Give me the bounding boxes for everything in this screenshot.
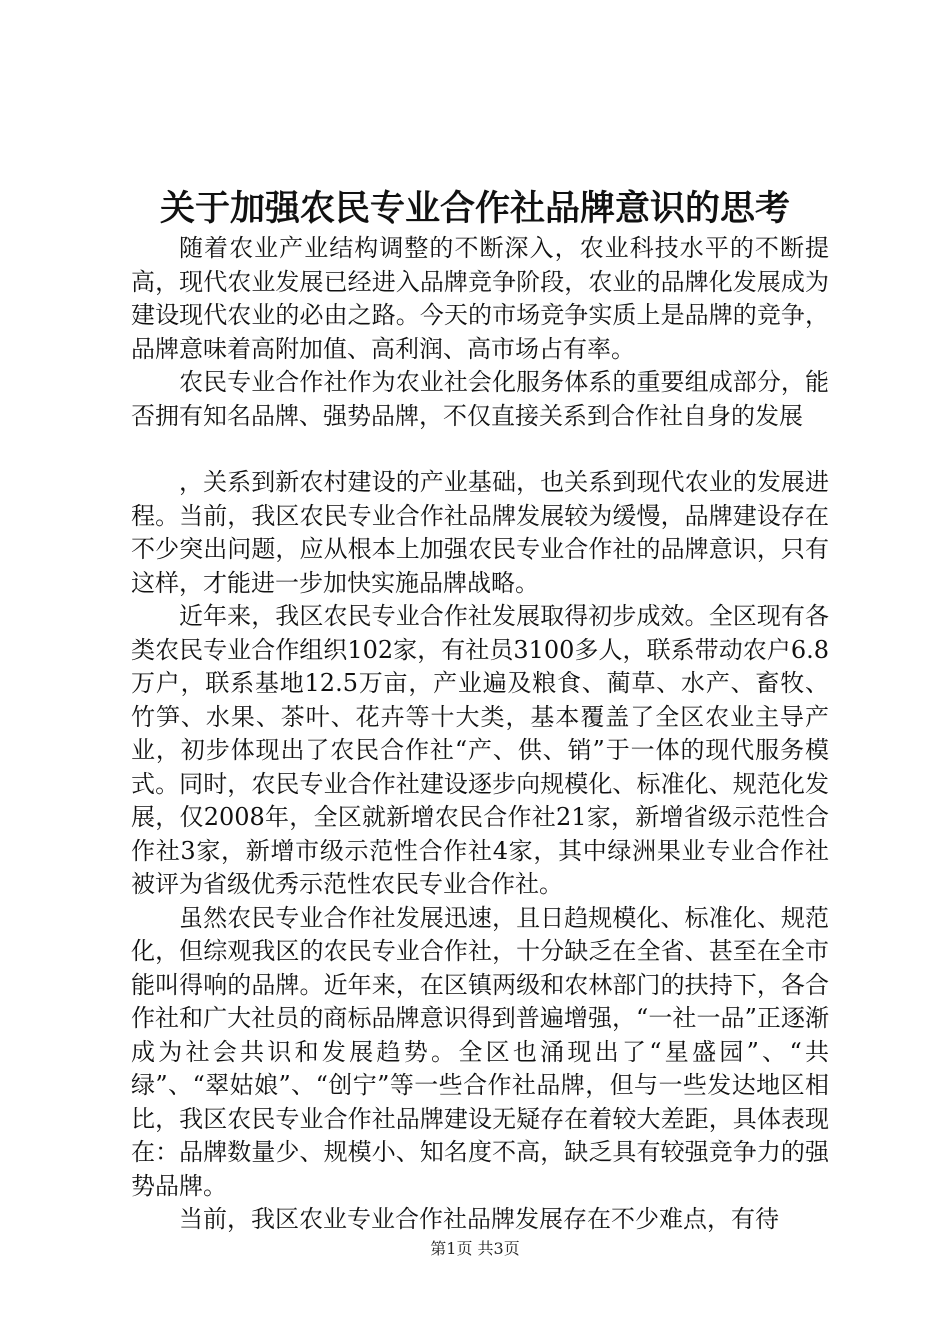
document-body (131, 232, 829, 1237)
paragraph-1: 随着农业产业结构调整的不断深入，农业科技水平的不断提高，现代农业发展已经进入品牌竞争阶段，农业的品牌化发展成为建设现代农业的必由之路。今天的市场竞争实质上是品牌的竞争，品牌意味着高附加值、高利润、高市场占有率。 (131, 234, 829, 363)
paragraph-gap (131, 433, 829, 466)
paragraph-5: 虽然农民专业合作社发展迅速，且日趋规模化、标准化、规范化，但综观我区的农民专业合作社，十分缺乏在全省、甚至在全市能叫得响的品牌。近年来，在区镇两级和农林部门的扶持下，各合作社和广大社员的商标品牌意识得到普遍增强，“一社一品”正逐渐成为社会共识和发展趋势。全区也涌现出了“星盛园”、“共绿”、“翠姑娘”、“创宁”等一些合作社品牌，但与一些发达地区相比，我区农民专业合作社品牌建设无疑存在着较大差距，具体表现在：品牌数量少、规模小、知名度不高，缺乏具有较强竞争力的强势品牌。 (131, 903, 829, 1200)
page-footer: 第1页 共3页 (430, 1239, 520, 1258)
document-title: 关于加强农民专业合作社品牌意识的思考 (159, 188, 790, 229)
paragraph-2: 农民专业合作社作为农业社会化服务体系的重要组成部分，能否拥有知名品牌、强势品牌，不仅直接关系到合作社自身的发展 (131, 368, 829, 430)
paragraph-3: ，关系到新农村建设的产业基础，也关系到现代农业的发展进程。当前，我区农民专业合作社品牌发展较为缓慢，品牌建设存在不少突出问题，应从根本上加强农民专业合作社的品牌意识，只有这样，才能进一步加快实施品牌战略。 (131, 468, 829, 597)
paragraph-6: 当前，我区农业专业合作社品牌发展存在不少难点，有待 (179, 1205, 779, 1233)
paragraph-4: 近年来，我区农民专业合作社发展取得初步成效。全区现有各类农民专业合作组织102家，有社员3100多人，联系带动农户6.8万户，联系基地12.5万亩，产业遍及粮食、蔺草、水产、畜牧、竹笋、水果、茶叶、花卉等十大类，基本覆盖了全区农业主导产业，初步体现出了农民合作社“产、供、销”于一体的现代服务模式。同时，农民专业合作社建设逐步向规模化、标准化、规范化发展，仅2008年，全区就新增农民合作社21家，新增省级示范性合作社3家，新增市级示范性合作社4家，其中绿洲果业专业合作社被评为省级优秀示范性农民专业合作社。 (131, 602, 829, 898)
